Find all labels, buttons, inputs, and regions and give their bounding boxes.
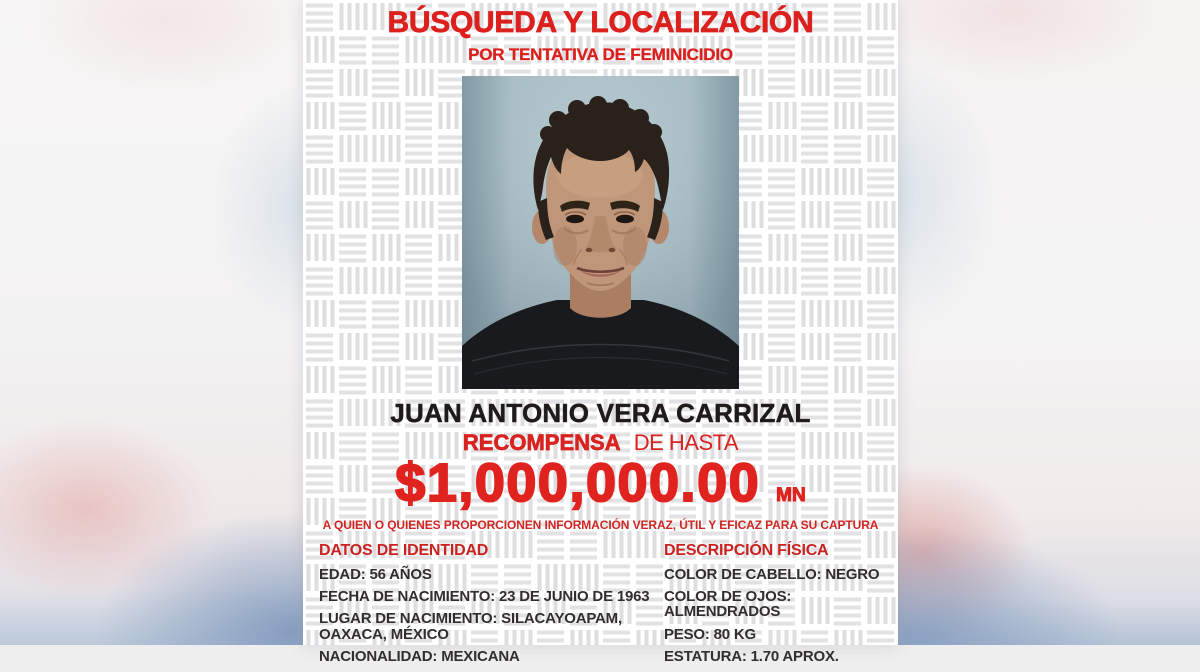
blurred-edge-right	[898, 0, 1200, 645]
physical-section	[664, 542, 890, 672]
identity-row-nationality: NACIONALIDAD: MEXICANA	[319, 648, 520, 666]
physical-heading: DESCRIPCIÓN FÍSICA	[664, 541, 829, 559]
poster-subtitle: POR TENTATIVA DE FEMINICIDIO	[468, 44, 733, 64]
identity-row-age: EDAD: 56 AÑOS	[319, 565, 432, 583]
poster-content	[303, 0, 898, 666]
physical-row-weight: PESO: 80 KG	[664, 625, 756, 643]
reward-line	[303, 429, 898, 455]
reward-currency: MN	[776, 484, 806, 506]
wanted-poster	[303, 0, 898, 666]
blurred-edge-left	[0, 0, 303, 645]
suspect-photo	[462, 76, 739, 389]
identity-row-birthplace: LUGAR DE NACIMIENTO: SILACAYOAPAM, OAXACA, MÉXICO	[319, 610, 622, 643]
reward-amount: $1,000,000.00	[395, 452, 761, 513]
physical-row-hair: COLOR DE CABELLO: NEGRO	[664, 565, 880, 583]
reward-label: RECOMPENSA	[462, 429, 621, 455]
details-columns	[303, 542, 898, 672]
identity-row-birthdate: FECHA DE NACIMIENTO: 23 DE JUNIO DE 1963	[319, 587, 650, 605]
suspect-name: JUAN ANTONIO VERA CARRIZAL	[390, 397, 811, 428]
reward-note: A QUIEN O QUIENES PROPORCIONEN INFORMACIÓN VERAZ, ÚTIL Y EFICAZ PARA SU CAPTURA	[322, 517, 879, 532]
identity-heading: DATOS DE IDENTIDAD	[319, 541, 489, 559]
identity-section	[319, 542, 664, 672]
physical-row-eyes: COLOR DE OJOS: ALMENDRADOS	[664, 587, 792, 621]
reward-suffix: DE HASTA	[633, 429, 739, 455]
physical-row-height: ESTATURA: 1.70 APROX.	[664, 648, 839, 666]
reward-amount-line	[303, 452, 898, 513]
poster-title: BÚSQUEDA Y LOCALIZACIÓN	[387, 6, 814, 39]
